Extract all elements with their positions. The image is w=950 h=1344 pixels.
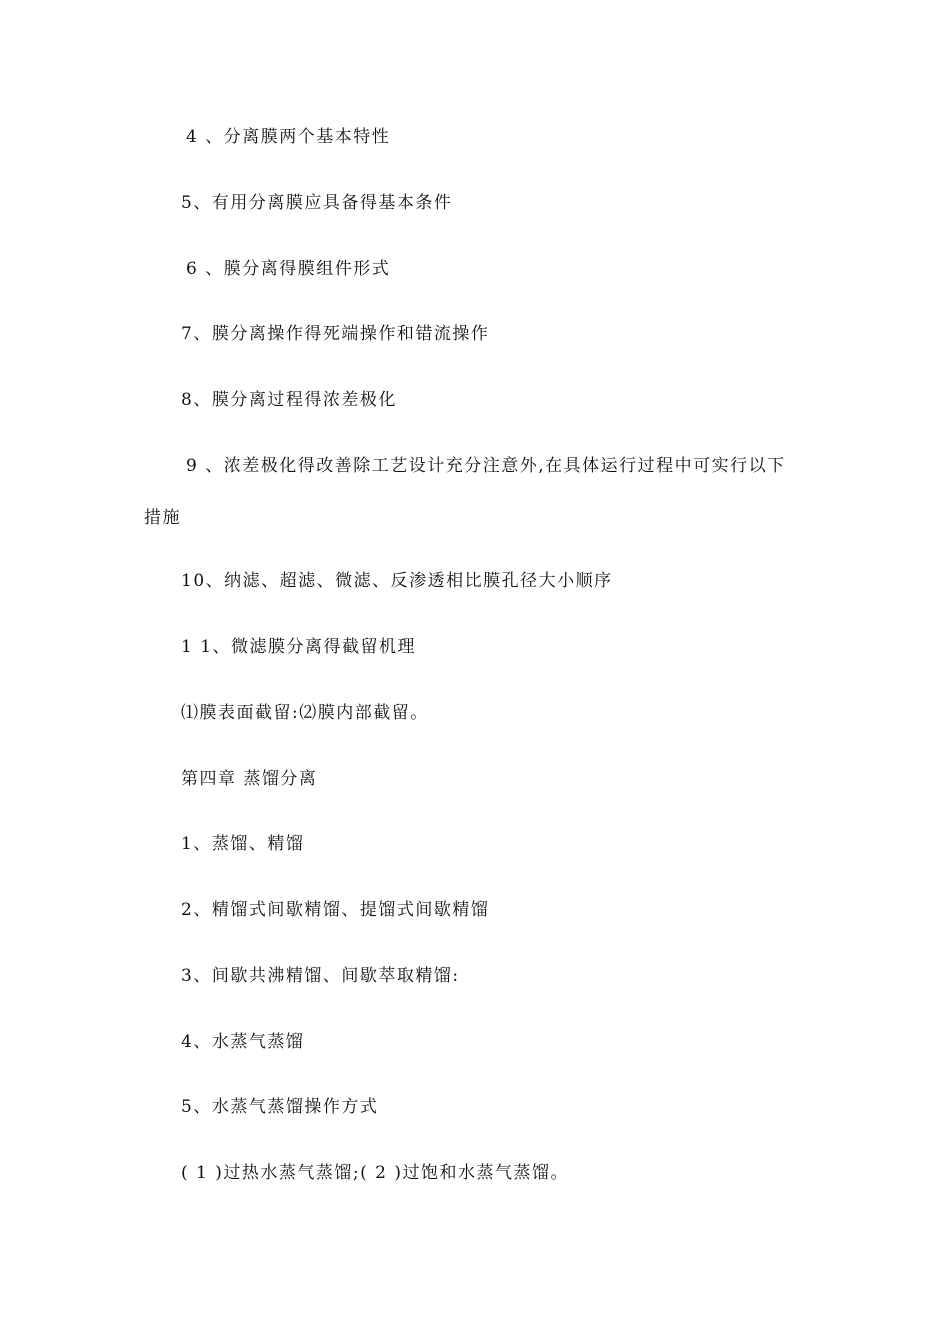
ch4-item-1: 1、蒸馏、精馏 bbox=[181, 834, 305, 854]
item-8-concentration-polarization: 8、膜分离过程得浓差极化 bbox=[181, 390, 397, 410]
item-4-membrane-properties: 4 、分离膜两个基本特性 bbox=[186, 127, 391, 147]
ch4-item-4: 4、水蒸气蒸馏 bbox=[181, 1032, 305, 1052]
item-10-pore-size-order: 10、纳滤、超滤、微滤、反渗透相比膜孔径大小顺序 bbox=[181, 571, 613, 591]
ch4-item-2: 2、精馏式间歇精馏、提馏式间歇精馏 bbox=[181, 900, 490, 920]
ch4-item-3: 3、间歇共沸精馏、间歇萃取精馏: bbox=[181, 966, 460, 986]
item-9-polarization-improvement: 9 、浓差极化得改善除工艺设计充分注意外,在具体运行过程中可实行以下 bbox=[186, 456, 786, 476]
item-11-microfiltration-mechanism: 1 1、微滤膜分离得截留机理 bbox=[181, 637, 417, 657]
ch4-item-5: 5、水蒸气蒸馏操作方式 bbox=[181, 1097, 379, 1117]
item-7-dead-end-crossflow: 7、膜分离操作得死端操作和错流操作 bbox=[181, 324, 490, 344]
chapter-4-heading: 第四章 蒸馏分离 bbox=[181, 769, 318, 789]
ch4-item-5-answer: ( 1 )过热水蒸气蒸馏;( 2 )过饱和水蒸气蒸馏。 bbox=[181, 1163, 570, 1183]
item-6-membrane-module-forms: 6 、膜分离得膜组件形式 bbox=[186, 259, 391, 279]
item-5-membrane-conditions: 5、有用分离膜应具备得基本条件 bbox=[181, 193, 453, 213]
item-9-continuation: 措施 bbox=[144, 508, 181, 528]
item-11-answer: ⑴膜表面截留:⑵膜内部截留。 bbox=[181, 703, 429, 723]
